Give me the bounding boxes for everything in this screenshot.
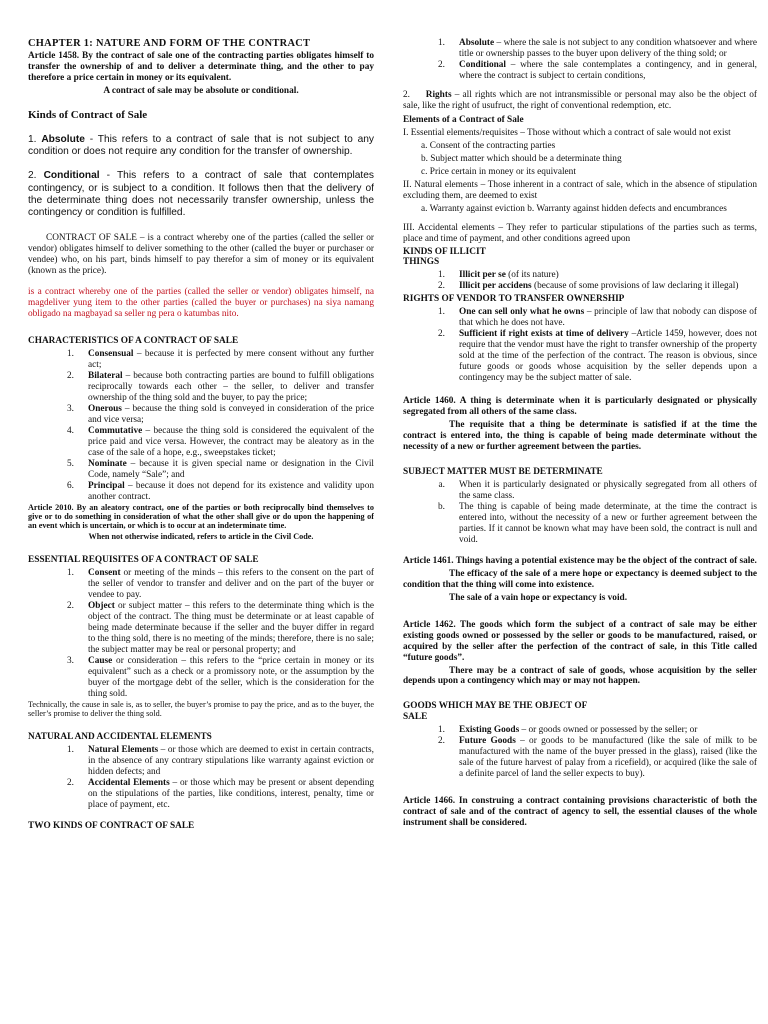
article-1460-b: The requisite that a thing be determinate is satisfied if at the time the contract is entered into, the thing is capable of being made determinate without the necessity of a new or further agreement between the parties. [403,420,757,452]
list-item: 2. Object or subject matter – this refers to the determinate thing which is the object of the contract. The thing must be determinate or at least capable of being made determinate because if the seller and the buyer differ in regard to the thing sold, there is no meeting of the minds; therefore, there is no sale; the subject matter may be real or personal property; and [67,601,374,656]
vendor-rights-heading: RIGHTS OF VENDOR TO TRANSFER OWNERSHIP [403,294,625,305]
article-1460: Article 1460. A thing is determinate when it is particularly designated or physically segregated from all others of the same class. [403,396,757,418]
illicit-heading: KINDS OF ILLICIT THINGS [403,246,486,268]
rights-object: 2. Rights – all rights which are not intransmissible or personal may also be the object of sale, like the right of usufruct, the right of conventional redemption, etc. [403,89,757,111]
characteristics-heading: CHARACTERISTICS OF A CONTRACT OF SALE [28,335,239,346]
article-1458: Article 1458. By the contract of sale one of the contracting parties obligates himself to transfer the ownership of and to deliver a determinate thing, and the other to pay therefore a price certain in money or its equivalent. [28,50,374,83]
chapter-title: CHAPTER 1: NATURE AND FORM OF THE CONTRACT [28,38,311,49]
elements-list [28,745,374,811]
two-kinds-heading: TWO KINDS OF CONTRACT OF SALE [28,821,195,832]
list-item: 3. Cause or consideration – this refers to the “price certain in money or its equivalent” such as a check or a promissory note, or the assumption by the buyer of the mortgage debt of the seller, which is the consideration for the thing sold. [67,655,374,699]
list-item: 3. Onerous – because the thing sold is conveyed in consideration of the price and vice versa; [67,403,374,425]
kind-conditional: 2. Conditional - This refers to a contract of sale that contemplates contingency, or is subject to a condition. It follows then that the delivery of the determinate thing does not necessarily transfer ownership, unless the contingency or condition is fulfilled. [28,170,374,218]
natural-item: a. Warranty against eviction b. Warranty against hidden defects and encumbrances [421,203,727,214]
article-1461-b: The efficacy of the sale of a mere hope or expectancy is deemed subject to the condition that the thing will come into existence. [403,568,757,590]
list-item: 5. Nominate – because it is given special name or designation in the Civil Code, namely “Sale”; and [67,458,374,480]
article-1461-c: The sale of a vain hope or expectancy is void. [449,592,628,603]
requisites-list [28,568,374,700]
goods-heading: GOODS WHICH MAY BE THE OBJECT OF SALE [403,701,587,723]
list-item: 1. Existing Goods – or goods owned or possessed by the seller; or [438,725,698,736]
article-1461: Article 1461. Things having a potential existence may be the object of the contract of sale. [403,555,757,566]
list-item: 2. Accidental Elements – or those which may be present or absent depending on the stipulations of the parties, like conditions, interest, penalty, time or place of payment, etc. [67,778,374,811]
list-item: 2. Future Goods – or goods to be manufactured (like the sale of milk to be manufactured with the name of the buyer pressed in the glass), raised (like the sale of the future harvest of palay from a ricefield), or acquired (like the sale of a definite parcel of land the seller expects to buy). [438,736,757,780]
article-1458-note: A contract of sale may be absolute or conditional. [103,85,299,96]
article-2010: Article 2010. By an aleatory contract, one of the parties or both reciprocally bind themselves to give or to do something in consideration of what the other shall give or do upon the happening of an event which is uncertain, or which is to occur at an indeterminate time. [28,502,374,530]
right-column [403,0,757,831]
vendor-rights-list [403,307,757,384]
article-1462: Article 1462. The goods which form the subject of a contract of sale may be either existing goods owned or possessed by the seller or goods to be manufactured, raised, or acquired by the seller after the perfection of the contract of sale, in this Title called “future goods”. [403,619,757,663]
essential-item: b. Subject matter which should be a determinate thing [421,153,622,164]
characteristics-list [28,349,374,503]
natural-accidental-heading: NATURAL AND ACCIDENTAL ELEMENTS [28,732,212,743]
list-item: 1. One can sell only what he owns – principle of law that nobody can dispose of that which he does not have. [438,307,757,329]
list-item: 1. Consent or meeting of the minds – this refers to the consent on the part of the seller of vendor to transfer and deliver and on the part of the buyer or vendee to pay. [67,568,374,601]
list-item: 1. Absolute – where the sale is not subject to any condition whatsoever and where title or ownership passes to the buyer upon delivery of the thing sold; or [438,38,757,59]
list-item: 2. Bilateral – because both contracting parties are bound to fulfill obligations reciprocally towards each other – the seller, to deliver and transfer ownership of the thing sold and the buyer, to pay the price; [67,370,374,403]
essential-item: a. Consent of the contracting parties [421,140,556,151]
list-item: 4. Commutative – because the thing sold is considered the equivalent of the price paid and vice versa. However, the contract may be aleatory as in the case of the sale of a hope, e.g., sweepstakes ticket; [67,425,374,458]
kinds-heading: Kinds of Contract of Sale [28,108,148,121]
elements-heading: Elements of a Contract of Sale [403,114,524,125]
article-2010-note: When not otherwise indicated, refers to article in the Civil Code. [88,532,314,542]
essential-elements: I. Essential elements/requisites – Those without which a contract of sale would not exist [403,127,731,138]
illicit-list [403,270,757,292]
left-column [28,0,374,834]
list-item: b. The thing is capable of being made determinate, at the time the contract is entered into, without the necessity of a new or further agreement between the parties. If it cannot be known what may have been sold, the contract is null and void. [438,501,757,545]
list-item: 2. Conditional – where the sale contemplates a contingency, and in general, where the contract is subject to certain conditions, [438,59,757,81]
article-1462-b: There may be a contract of sale of goods, whose acquisition by the seller depends upon a contingency which may or may not happen. [403,665,757,687]
list-item: a. When it is particularly designated or physically segregated from all others of the same class. [438,479,757,501]
subject-matter-heading: SUBJECT MATTER MUST BE DETERMINATE [403,466,603,477]
contract-of-sale-definition: CONTRACT OF SALE – is a contract whereby one of the parties (called the seller or vendor) obligates himself to deliver something to the other (called the buyer or purchaser or vendee) who, on his part, binds himself to pay therefor a sim of money or its equivalent (known as the price). [28,233,374,277]
natural-elements: II. Natural elements – Those inherent in a contract of sale, which in the absence of stipulation excluding them, are deemed to exist [403,179,757,201]
list-item: 6. Principal – because it does not depend for its existence and validity upon another contract. [67,480,374,502]
accidental-elements: III. Accidental elements – They refer to particular stipulations of the parties such as terms, place and time of payment, and other conditions agreed upon [403,222,757,244]
list-item: 1. Consensual – because it is perfected by mere consent without any further act; [67,348,374,370]
list-item: 2. Sufficient if right exists at time of delivery –Article 1459, however, does not require that the vendor must have the right to transfer ownership of the property sold at the time of the perfection of the contract. The reason is obvious, since future goods or goods whose acquisition by the seller depends upon a contingency may be the subject matter of sale. [438,329,757,384]
list-item: 1. Natural Elements – or those which are deemed to exist in certain contracts, in the absence of any contrary stipulations like warranty against eviction or hidden defects; and [67,745,374,778]
article-1466: Article 1466. In construing a contract containing provisions characteristic of both the contract of sale and of the contract of agency to sell, the essential clauses of the whole instrument shall be considered. [403,796,757,829]
list-item: 2. Illicit per accidens (because of some provisions of law declaring it illegal) [438,281,739,292]
cause-note: Technically, the cause in sale is, as to seller, the buyer’s promise to pay the price, and as to the buyer, the seller’s promise to deliver the thing sold. [28,699,374,719]
goods-list [403,725,757,780]
kinds-list [403,38,757,82]
kind-absolute: 1. Absolute - This refers to a contract of sale that is not subject to any condition or does not require any condition for the transfer of ownership. [28,133,374,158]
list-item: 1. Illicit per se (of its nature) [438,270,559,281]
red-note: is a contract whereby one of the parties (called the seller or vendor) obligates himself, na magdeliver yung item to the other parties (called the buyer or purchases) na siya namang obligado na magbayad sa seller ng pera o katumbas nito. [28,287,374,320]
essential-item: c. Price certain in money or its equivalent [421,166,576,177]
essential-requisites-heading: ESSENTIAL REQUISITES OF A CONTRACT OF SALE [28,555,259,566]
subject-list [403,480,757,546]
